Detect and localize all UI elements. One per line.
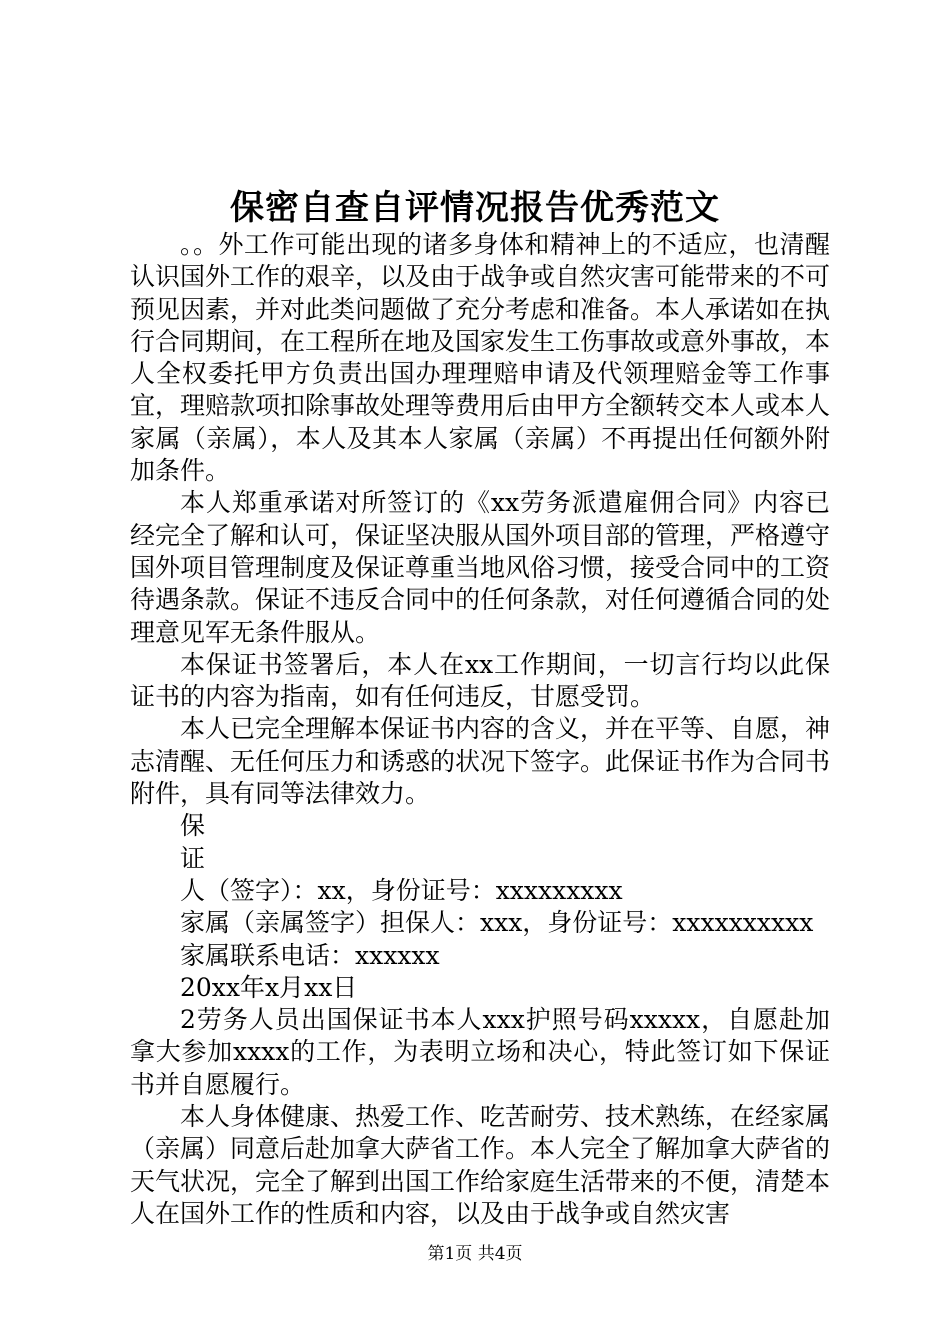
signature-date: 20xx年x月xx日 (180, 972, 358, 1002)
document-title: 保密自查自评情况报告优秀范文 (230, 188, 720, 228)
signature-line: 家属联系电话：xxxxxx (180, 940, 440, 970)
paragraph: 。。外工作可能出现的诸多身体和精神上的不适应，也清醒认识国外工作的艰辛，以及由于战争或自然灾害可能带来的不可预见因素，并对此类问题做了充分考虑和准备。本人承诺如在执行合同期间，在工程所在地及国家发生工伤事故或意外事故，本人全权委托甲方负责出国办理理赔申请及代领理赔金等工作事宜，理赔款项扣除事故处理等费用后由甲方全额转交本人或本人家属（亲属），本人及其本人家属（亲属）不再提出任何额外附加条件。 (130, 230, 831, 486)
page-footer: 第1页 共4页 (427, 1244, 523, 1264)
paragraph: 本人郑重承诺对所签订的《xx劳务派遣雇佣合同》内容已经完全了解和认可，保证坚决服从国外项目部的管理，严格遵守国外项目管理制度及保证尊重当地风俗习惯，接受合同中的工资待遇条款。保证不违反合同中的任何条款，对任何遵循合同的处理意见军无条件服从。 (130, 488, 831, 647)
paragraph: 2劳务人员出国保证书本人xxx护照号码xxxxx，自愿赴加拿大参加xxxx的工作，为表明立场和决心，特此签订如下保证书并自愿履行。 (130, 1005, 830, 1099)
signature-line: 保 (180, 811, 206, 841)
signature-line: 证 (180, 843, 206, 873)
signature-line: 家属（亲属签字）担保人：xxx，身份证号：xxxxxxxxxx (180, 908, 814, 938)
signature-line: 人（签字）：xx，身份证号：xxxxxxxxx (180, 875, 623, 905)
paragraph: 本人身体健康、热爱工作、吃苦耐劳、技术熟练，在经家属（亲属）同意后赴加拿大萨省工作。本人完全了解加拿大萨省的天气状况，完全了解到出国工作给家庭生活带来的不便，清楚本人在国外工作的性质和内容，以及由于战争或自然灾害 (130, 1102, 831, 1228)
paragraph: 本人已完全理解本保证书内容的含义，并在平等、自愿，神志清醒、无任何压力和诱惑的状况下签字。此保证书作为合同书附件，具有同等法律效力。 (130, 714, 831, 809)
document-body (130, 229, 830, 1230)
paragraph: 本保证书签署后，本人在xx工作期间，一切言行均以此保证书的内容为指南，如有任何违反，甘愿受罚。 (130, 649, 830, 712)
